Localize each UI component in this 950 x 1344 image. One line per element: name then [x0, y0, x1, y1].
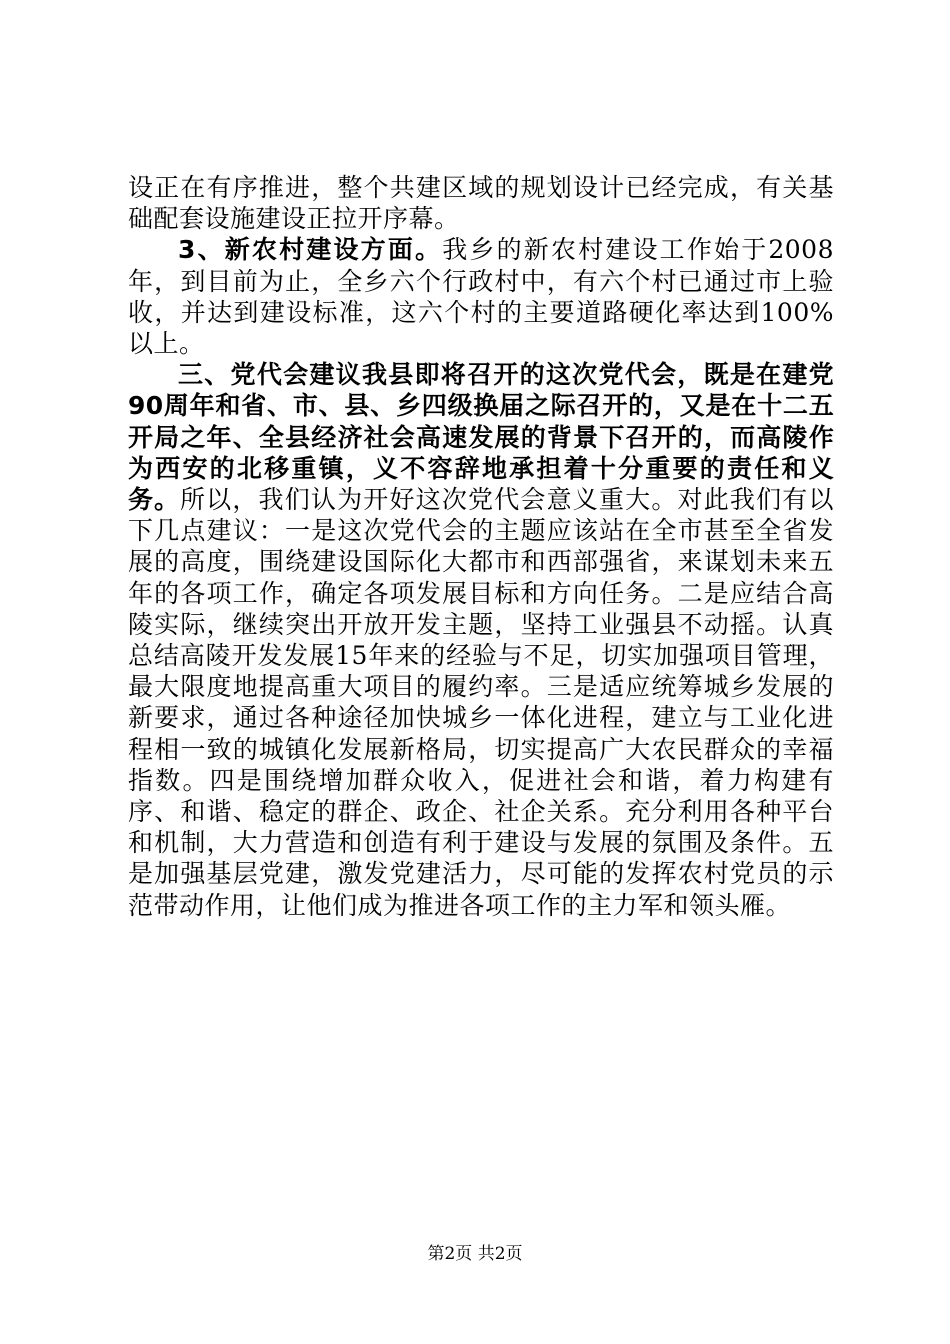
paragraph-2-body: 我乡的新农村建设工作始于2008年，到目前为止，全乡六个行政村中，有六个村已通过市上验收，并达到建设标准，这六个村的主要道路硬化率达到100%以上。 — [128, 235, 834, 359]
paragraph-1: 设正在有序推进，整个共建区域的规划设计已经完成，有关基础配套设施建设正拉开序幕。 — [128, 173, 834, 234]
paragraph-3 — [128, 359, 834, 921]
paragraph-2 — [128, 234, 834, 359]
paragraph-3-heading: 三、党代会建议我县即将召开的这次党代会，既是在建党90周年和省、市、县、乡四级换届之际召开的，又是在十二五开局之年、全县经济社会高速发展的背景下召开的，而高陵作为西安的北移重镇，义不容辞地承担着十分重要的责任和义务。 — [128, 360, 834, 515]
paragraph-3-body: 所以，我们认为开好这次党代会意义重大。对此我们有以下几点建议：一是这次党代会的主题应该站在全市甚至全省发展的高度，围绕建设国际化大都市和西部强省，来谋划未来五年的各项工作，确定各项发展目标和方向任务。二是应结合高陵实际，继续突出开放开发主题，坚持工业强县不动摇。认真总结高陵开发发展15年来的经验与不足，切实加强项目管理，最大限度地提高重大项目的履约率。三是适应统筹城乡发展的新要求，通过各种途径加快城乡一体化进程，建立与工业化进程相一致的城镇化发展新格局，切实提高广大农民群众的幸福指数。四是围绕增加群众收入，促进社会和谐，着力构建有序、和谐、稳定的群企、政企、社企关系。充分利用各种平台和机制，大力营造和创造有利于建设与发展的氛围及条件。五是加强基层党建，激发党建活力，尽可能的发挥农村党员的示范带动作用，让他们成为推进各项工作的主力军和领头雁。 — [128, 485, 834, 920]
paragraph-2-heading: 3、新农村建设方面。 — [178, 235, 443, 265]
document-body — [128, 172, 834, 921]
page-footer: 第2页 共2页 — [427, 1244, 523, 1264]
